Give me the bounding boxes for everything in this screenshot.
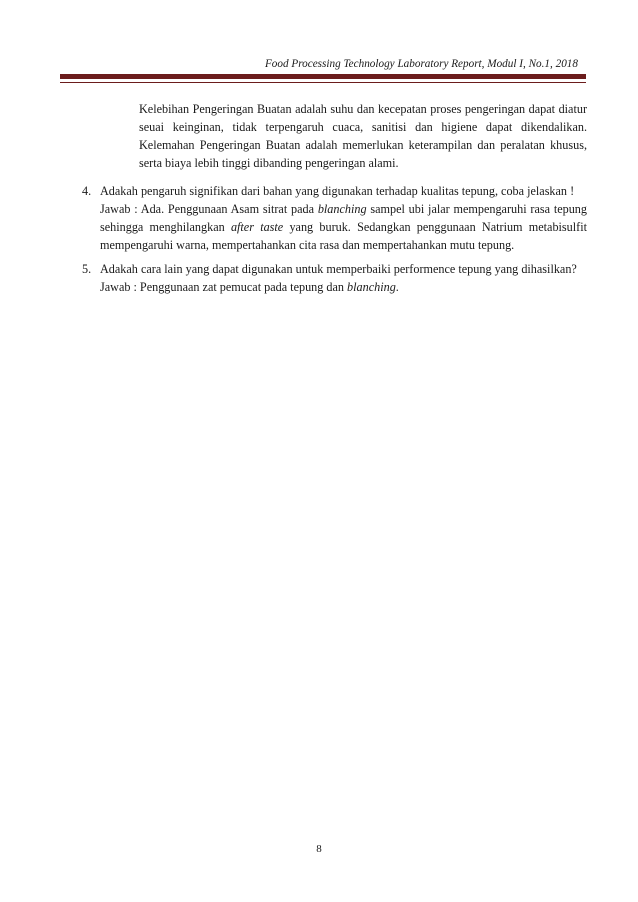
question-4-body bbox=[100, 182, 587, 254]
intro-paragraph bbox=[139, 100, 587, 172]
emphasis-term: after taste bbox=[230, 220, 284, 234]
question-text: Adakah cara lain yang dapat digunakan untuk memperbaiki performence tepung yang dihasilkan? bbox=[100, 262, 577, 276]
answer-line: Jawab : Penggunaan zat pemucat pada tepung dan blanching. bbox=[100, 280, 399, 294]
answer-line: Jawab : Ada. Penggunaan Asam sitrat pada blanching sampel ubi jalar mempengaruhi rasa tepung bbox=[100, 202, 587, 216]
emphasis-term: blanching bbox=[347, 280, 396, 294]
header-rule-thin bbox=[60, 82, 586, 83]
intro-line: Kelebihan Pengeringan Buatan adalah suhu dan kecepatan proses pengeringan dapat diatur bbox=[139, 102, 587, 116]
answer-line: mempengaruhi warna, mempertahankan cita rasa dan mempertahankan mutu tepung. bbox=[100, 238, 515, 252]
header-title: Food Processing Technology Laboratory Report, Modul I, No.1, 2018 bbox=[264, 58, 578, 70]
intro-line: serta biaya lebih tinggi dibanding pengeringan alami. bbox=[139, 156, 399, 170]
emphasis-term: blanching bbox=[317, 202, 367, 216]
intro-line: Kelemahan Pengeringan Buatan adalah memerlukan keterampilan dan peralatan khusus, bbox=[139, 138, 587, 152]
question-number: 4. bbox=[82, 184, 92, 198]
answer-line: sehingga menghilangkan after taste yang buruk. Sedangkan penggunaan Natrium metabisulfit bbox=[100, 220, 587, 234]
intro-line: seuai keinginan, tidak terpengaruh cuaca, sanitisi dan higiene dapat dikendalikan. bbox=[139, 120, 587, 134]
question-text: Adakah pengaruh signifikan dari bahan yang digunakan terhadap kualitas tepung, coba jelaskan ! bbox=[100, 184, 575, 198]
question-number: 5. bbox=[82, 262, 92, 276]
page-number: 8 bbox=[316, 843, 322, 855]
header-rule-thick bbox=[60, 74, 586, 79]
question-5-body bbox=[100, 260, 587, 296]
